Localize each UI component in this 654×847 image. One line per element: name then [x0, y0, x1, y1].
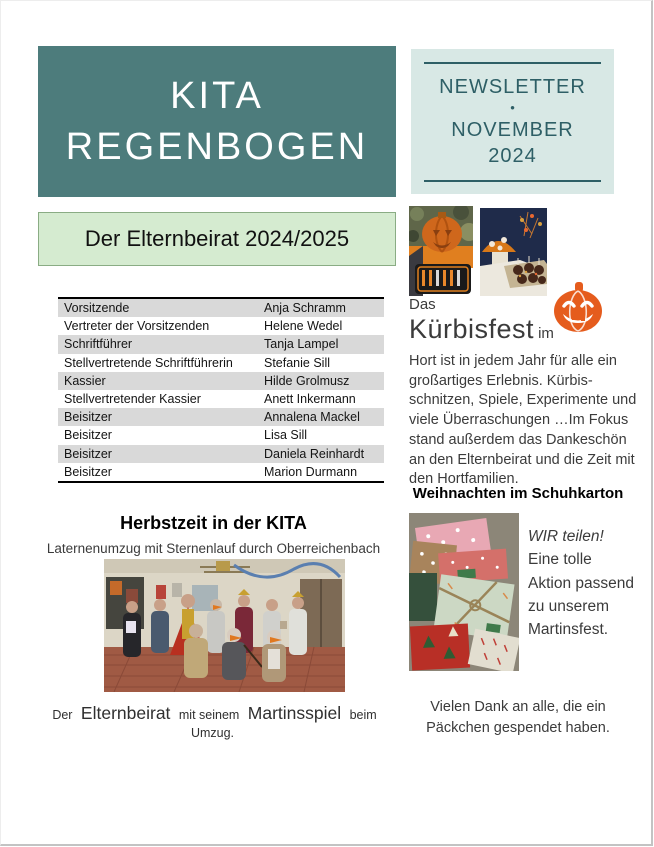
name-cell: Stefanie Sill	[264, 355, 331, 370]
name-cell: Marion Durmann	[264, 464, 358, 479]
table-row	[58, 390, 384, 408]
name-cell: Anja Schramm	[264, 301, 346, 316]
schuhkarton-heading: Weihnachten im Schuhkarton	[412, 485, 624, 502]
table-row	[58, 408, 384, 426]
caption-part: Elternbeirat	[80, 703, 171, 723]
herbstzeit-heading: Herbstzeit in der KITA	[120, 513, 307, 533]
wir-teilen-highlight: WIR teilen!	[528, 528, 604, 545]
kuerbisfest-title: Kürbisfest	[409, 314, 535, 344]
photo-kuerbisfest-treats	[480, 208, 547, 296]
badge-line1: NEWSLETTER	[439, 76, 586, 99]
kuerbisfest-lead: Das	[409, 296, 436, 313]
board-table	[58, 297, 384, 483]
role-cell: Kassier	[64, 373, 106, 388]
name-cell: Daniela Reinhardt	[264, 446, 365, 461]
caption-part: beim Umzug.	[190, 708, 377, 740]
photo-presents	[409, 513, 519, 671]
role-cell: Beisitzer	[64, 464, 112, 479]
masthead	[38, 46, 396, 197]
herbstzeit-caption	[31, 703, 396, 742]
name-cell: Annalena Mackel	[264, 410, 360, 425]
badge-rule-bottom	[424, 180, 601, 182]
wir-teilen-body: Eine tolle Aktion passend zu unserem Martinsfest.	[528, 551, 634, 638]
role-cell: Beisitzer	[64, 410, 112, 425]
table-row	[58, 426, 384, 444]
table-row	[58, 317, 384, 335]
kuerbisfest-body: Hort ist in jedem Jahr für alle ein großartiges Erlebnis. Kürbis-schnitzen, Spiele, Experimente und viele Überraschungen …Im Fokus stand außerdem das Dankeschön an den Elternbeirat und die Zeit mit den Hortfamilien.	[409, 353, 637, 488]
name-cell: Anett Inkermann	[264, 392, 356, 407]
table-row	[58, 299, 384, 317]
role-cell: Beisitzer	[64, 428, 112, 443]
caption-part: mit seinem	[178, 708, 240, 722]
caption-part: Martinsspiel	[247, 703, 342, 723]
kuerbisfest-section	[409, 296, 641, 490]
table-row	[58, 445, 384, 463]
badge-bullet: •	[510, 100, 515, 116]
name-cell: Lisa Sill	[264, 428, 308, 443]
role-cell: Vertreter der Vorsitzenden	[64, 319, 210, 334]
thanks-text: Vielen Dank an alle, die ein Päckchen gespendet haben.	[426, 699, 610, 737]
name-cell: Tanja Lampel	[264, 337, 339, 352]
kuerbisfest-title-suffix: im	[538, 325, 554, 342]
wir-teilen-block	[528, 525, 634, 641]
newsletter-badge	[411, 49, 614, 194]
badge-line3: 2024	[488, 144, 537, 167]
table-row	[58, 335, 384, 353]
role-cell: Schriftführer	[64, 337, 133, 352]
name-cell: Helene Wedel	[264, 319, 343, 334]
role-cell: Stellvertretende Schriftführerin	[64, 355, 233, 370]
masthead-title-line1: KITA	[170, 75, 264, 118]
role-cell: Beisitzer	[64, 446, 112, 461]
table-row	[58, 354, 384, 372]
table-row	[58, 372, 384, 390]
masthead-title-line2: REGENBOGEN	[65, 125, 369, 168]
photo-pumpkin-carving	[409, 206, 473, 296]
name-cell: Hilde Grolmusz	[264, 373, 350, 388]
caption-part: Der	[52, 708, 73, 722]
badge-rule-top	[424, 62, 601, 64]
herbstzeit-subheading: Laternenumzug mit Sternenlauf durch Oberreichenbach	[46, 541, 381, 556]
role-cell: Vorsitzende	[64, 301, 130, 316]
badge-line2: NOVEMBER	[451, 118, 574, 141]
elternbeirat-banner	[38, 212, 396, 266]
role-cell: Stellvertretender Kassier	[64, 392, 201, 407]
elternbeirat-banner-text: Der Elternbeirat 2024/2025	[84, 226, 350, 251]
photo-group-martinsspiel	[104, 559, 345, 692]
table-row	[58, 463, 384, 481]
